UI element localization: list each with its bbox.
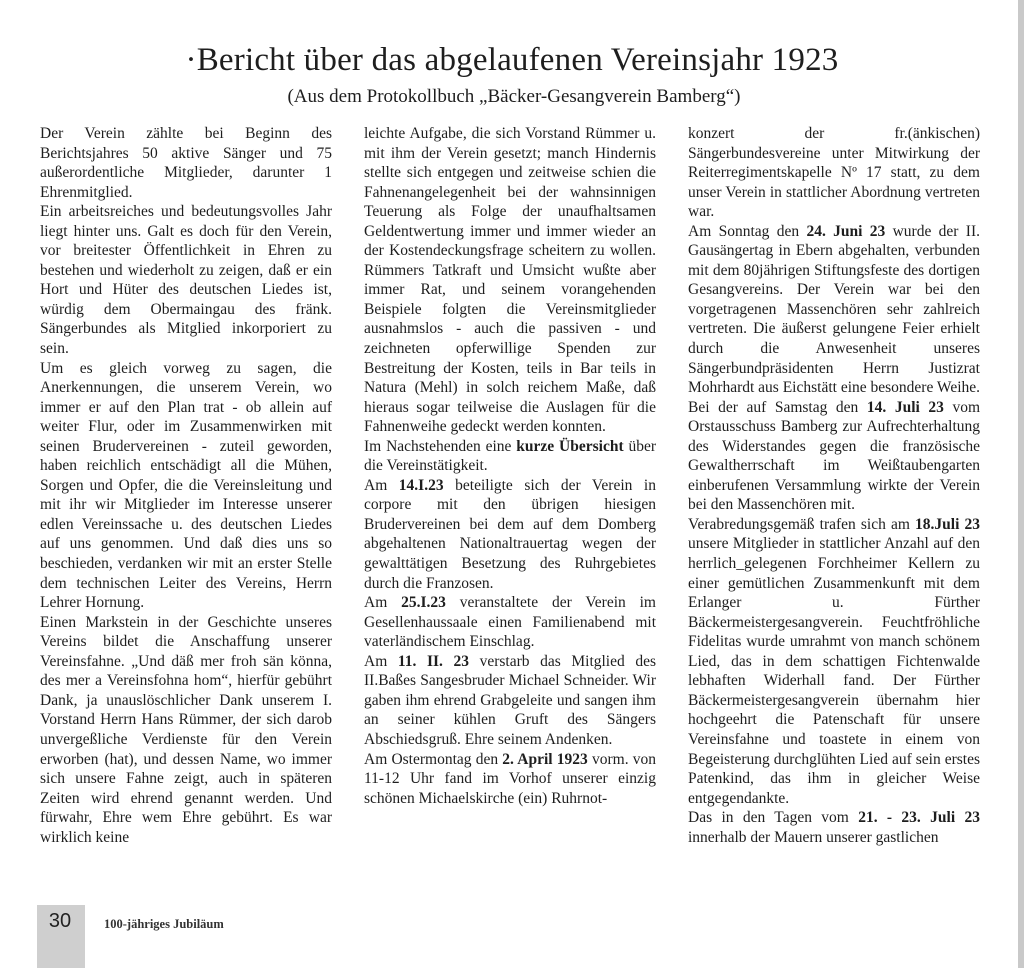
text-run: wurde der II. Gausängertag in Ebern abgehalten, verbunden mit dem 80jährigen Stiftungsfeste des dortigen Gesangvereins. Der Verein war bei den vorgetragenen Massenchören sehr zahlreich vertreten. Die äußerst gelungene Feier erhielt durch die Anwesenheit unseres Sängerbundpräsidenten Herrn Justizrat Mohrhardt aus Eichstätt eine besondere Weihe. xyxy=(688,222,981,397)
text-run: Das in den Tagen vom xyxy=(688,809,859,827)
paragraph xyxy=(364,124,656,437)
text-run: Am xyxy=(364,594,402,612)
text-column-1 xyxy=(40,124,332,847)
bold-run: kurze Übersicht xyxy=(516,437,624,455)
page-number: 30 xyxy=(48,910,72,932)
bold-run: 2. April 1923 xyxy=(502,750,588,768)
text-run: innerhalb der Mauern unserer gastlichen xyxy=(688,828,939,846)
text-column-3 xyxy=(688,124,980,847)
paragraph xyxy=(364,593,656,652)
bold-run: 25.I.23 xyxy=(401,594,446,612)
paragraph xyxy=(688,808,980,847)
text-run: Um es gleich vorweg zu sagen, die Anerkennungen, die unserem Verein, wo immer er auf den Plan trat - ob allein auf weiter Flur, oder im Zusammenwirken mit seinen Brudervereinen - zuteil geworden, haben reichlich entschädigt all die Mühen, Sorgen und Opfer, die die Vereinsleitung und mit ihr wir Mitglieder im Interesse unserer edlen Vereinssache u. des deutschen Liedes auf uns genommen. Und daß dies uns so beschieden, verdanken wir mit an erster Stelle dem technischen Leiter des Vereins, Herrn Lehrer Hornung. xyxy=(40,359,332,612)
paragraph xyxy=(364,750,656,809)
text-run: veranstaltete der Verein im Gesellenhaussaale einen Familienabend mit vaterländischem Einschlag. xyxy=(364,594,656,651)
text-run: Verabredungsgemäß trafen sich am xyxy=(688,515,916,533)
text-run: verstarb das Mitglied des II.Baßes Sangesbruder Michael Schneider. Wir gaben ihm ehrend Grabgeleite und sangen ihm an seiner kühlen Gruft des Sängers Abschiedsgruß. Ehre seinem Andenken. xyxy=(364,652,656,748)
text-run: beteiligte sich der Verein in corpore mit den übrigen hiesigen Brudervereinen bei dem auf dem Domberg abgehaltenen Nationaltrauertag wegen der gewalttätigen Besetzung des Ruhrgebietes durch die Franzosen. xyxy=(364,476,656,592)
text-run: über die Vereinstätigkeit. xyxy=(364,437,657,475)
paragraph xyxy=(40,613,332,848)
text-run: Am Ostermontag den xyxy=(364,750,503,768)
text-run: leichte Aufgabe, die sich Vorstand Rümmer u. mit ihm der Verein gesetzt; manch Hindernis stellte sich entgegen und zeitweise schien die Fahnenangelegenheit bei der wahnsinnigen Teuerung als Folge der unaufhaltsamen Geldentwertung immer und immer wieder an der Kostendeckungsfrage scheitern zu wollen. Rümmers Tatkraft und Umsicht wußte aber immer Rat, und seinem vorangehenden Beispiele folgten die Vereinsmitglieder ausnahmslos - auch die passiven - und zeichneten opferwillige Spenden zur Bestreitung der Kosten, teils in Bar teils in Natura (Mehl) in solch reichem Maße, daß hieraus sogar teilweise die Auslagen für die Fahnenweihe gedeckt werden konnten. xyxy=(364,125,656,436)
text-run: Einen Markstein in der Geschichte unseres Vereins bildet die Anschaffung unserer Vereinsfahne. „Und däß mer froh sän könna, des mer a Vereinsfohna hom“, hierfür gebührt Dank, ja unauslöschlicher Dank unserem I. Vorstand Herrn Hans Rümmer, der sich darob unvergeßliche Verdienste für den Verein erworben (hat), und dessen Name, wo immer sich unsere Fahne zeigt, auch in späteren Zeiten wird ehrend genannt werden. Und fürwahr, Ehre wem Ehre gebührt. Es war wirklich keine xyxy=(40,613,332,846)
paragraph xyxy=(688,124,980,222)
text-run: Bei der auf Samstag den xyxy=(688,398,867,416)
text-run: vorm. von 11-12 Uhr fand im Vorhof unserer einzig schönen Michaelskirche (ein) Ruhrnot- xyxy=(364,750,657,807)
bold-run: 14.I.23 xyxy=(398,476,444,494)
text-run: Im Nachstehenden eine xyxy=(364,437,517,455)
bold-run: 11. II. 23 xyxy=(397,652,469,670)
paragraph xyxy=(688,398,980,515)
text-run: unsere Mitglieder in stattlicher Anzahl auf den herrlich_gelegenen Forchheimer Kellern zu einer gemütlichen Zusammenkunft mit dem Erlanger u. Fürther Bäckermeistergesangverein. Feuchtfröhliche Fidelitas wurde umrahmt von manch schönem Lied, das in dem schattigen Fichtenwalde lebhaften Widerhall fand. Der Fürther Bäckermeistergesangverein übernahm hier hochgeehrt die Patenschaft für unsere Vereinsfahne und toastete in einem von Begeisterung durchglühten Lied auf sein erstes Patenkind, das ihm in gleicher Weise entgegendankte. xyxy=(688,535,980,807)
text-run: Am xyxy=(364,652,398,670)
paragraph xyxy=(364,437,656,476)
page-edge xyxy=(1018,0,1024,968)
text-run: Am Sonntag den xyxy=(688,222,807,240)
bold-run: 24. Juni 23 xyxy=(806,222,886,240)
text-run: Der Verein zählte bei Beginn des Berichtsjahres 50 aktive Sänger und 75 außerordentliche Mitglieder, darunter 1 Ehrenmitglied. xyxy=(40,125,332,201)
bold-run: 14. Juli 23 xyxy=(866,398,944,416)
paragraph xyxy=(40,124,332,202)
footer-label: 100-jähriges Jubiläum xyxy=(104,917,224,931)
page-title: ·Bericht über das abgelaufenen Vereinsjahr 1923 xyxy=(185,42,839,78)
paragraph xyxy=(40,202,332,358)
text-run: Am xyxy=(364,476,399,494)
text-column-2 xyxy=(364,124,656,808)
paragraph xyxy=(40,359,332,613)
text-run: vom Orstausschuss Bamberg zur Aufrechterhaltung des Widerstandes gegen die französische Gewaltherrschaft im Weißtaubengarten einberufenen Versammlung wirkte der Verein bei den Massenchören mit. xyxy=(688,398,981,514)
paragraph xyxy=(364,652,656,750)
bold-run: 18.Juli 23 xyxy=(915,515,980,533)
page-subtitle: (Aus dem Protokollbuch „Bäcker-Gesangverein Bamberg“) xyxy=(287,86,741,107)
text-run: konzert der fr.(änkischen) Sängerbundesvereine unter Mitwirkung der Reiterregimentskapelle Nº 17 statt, zu dem unser Verein in stattlicher Abordnung vertreten war. xyxy=(688,125,980,221)
bold-run: 21. - 23. Juli 23 xyxy=(858,809,980,827)
paragraph xyxy=(688,515,980,808)
paragraph xyxy=(688,222,980,398)
paragraph xyxy=(364,476,656,593)
text-run: Ein arbeitsreiches und bedeutungsvolles Jahr liegt hinter uns. Galt es doch für den Verein, vor breitester Öffentlichkeit in Ehren zu bestehen und wiederholt zu zeigen, daß er ein Hort und Hüter des deutschen Liedes ist, würdig dem Obermaingau des fränk. Sängerbundes als Mitglied inkorporiert zu sein. xyxy=(40,203,332,358)
